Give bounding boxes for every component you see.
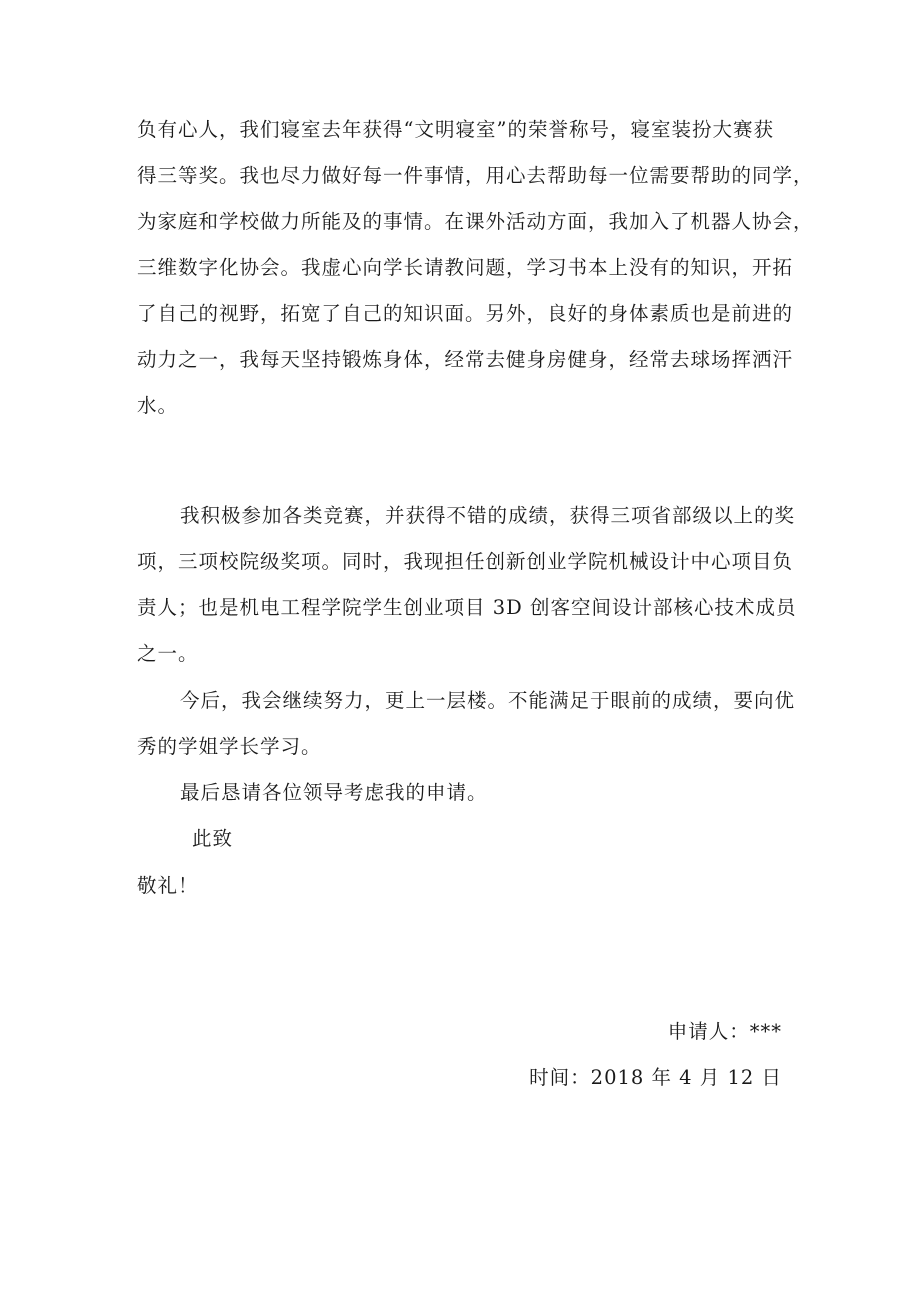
application-date: 时间：2018 年 4 月 12 日 [529, 1066, 782, 1089]
paragraph-3-line-2: 秀的学姐学长学习。 [137, 735, 322, 758]
paragraph-3-line-1: 今后，我会继续努力，更上一层楼。不能满足于眼前的成绩，要向优 [180, 689, 796, 712]
paragraph-1-line-6: 动力之一，我每天坚持锻炼身体，经常去健身房健身，经常去球场挥洒汗 [137, 348, 794, 371]
paragraph-2-line-1: 我积极参加各类竞赛，并获得不错的成绩，获得三项省部级以上的奖 [180, 504, 796, 527]
paragraph-1-line-3: 为家庭和学校做力所能及的事情。在课外活动方面，我加入了机器人协会， [137, 210, 814, 233]
paragraph-2-line-3: 责人；也是机电工程学院学生创业项目 3D 创客空间设计部核心技术成员 [137, 596, 797, 619]
paragraph-1-line-7: 水。 [137, 394, 179, 417]
closing-phrase: 此致 [192, 827, 234, 850]
paragraph-1-line-5: 了自己的视野，拓宽了自己的知识面。另外，良好的身体素质也是前进的 [137, 302, 794, 325]
paragraph-2-line-2: 项，三项校院级奖项。同时，我现担任创新创业学院机械设计中心项目负 [137, 550, 794, 573]
salutation: 敬礼！ [137, 874, 199, 897]
paragraph-4: 最后恳请各位领导考虑我的申请。 [180, 781, 488, 804]
paragraph-1-line-1: 负有心人，我们寝室去年获得“文明寝室”的荣誉称号，寝室装扮大赛获 [137, 118, 774, 141]
paragraph-1-line-2: 得三等奖。我也尽力做好每一件事情，用心去帮助每一位需要帮助的同学， [137, 164, 814, 187]
applicant-signature: 申请人：*** [667, 1020, 782, 1043]
paragraph-1-line-4: 三维数字化协会。我虚心向学长请教问题，学习书本上没有的知识，开拓 [137, 256, 794, 279]
paragraph-2-line-4: 之一。 [137, 642, 199, 665]
